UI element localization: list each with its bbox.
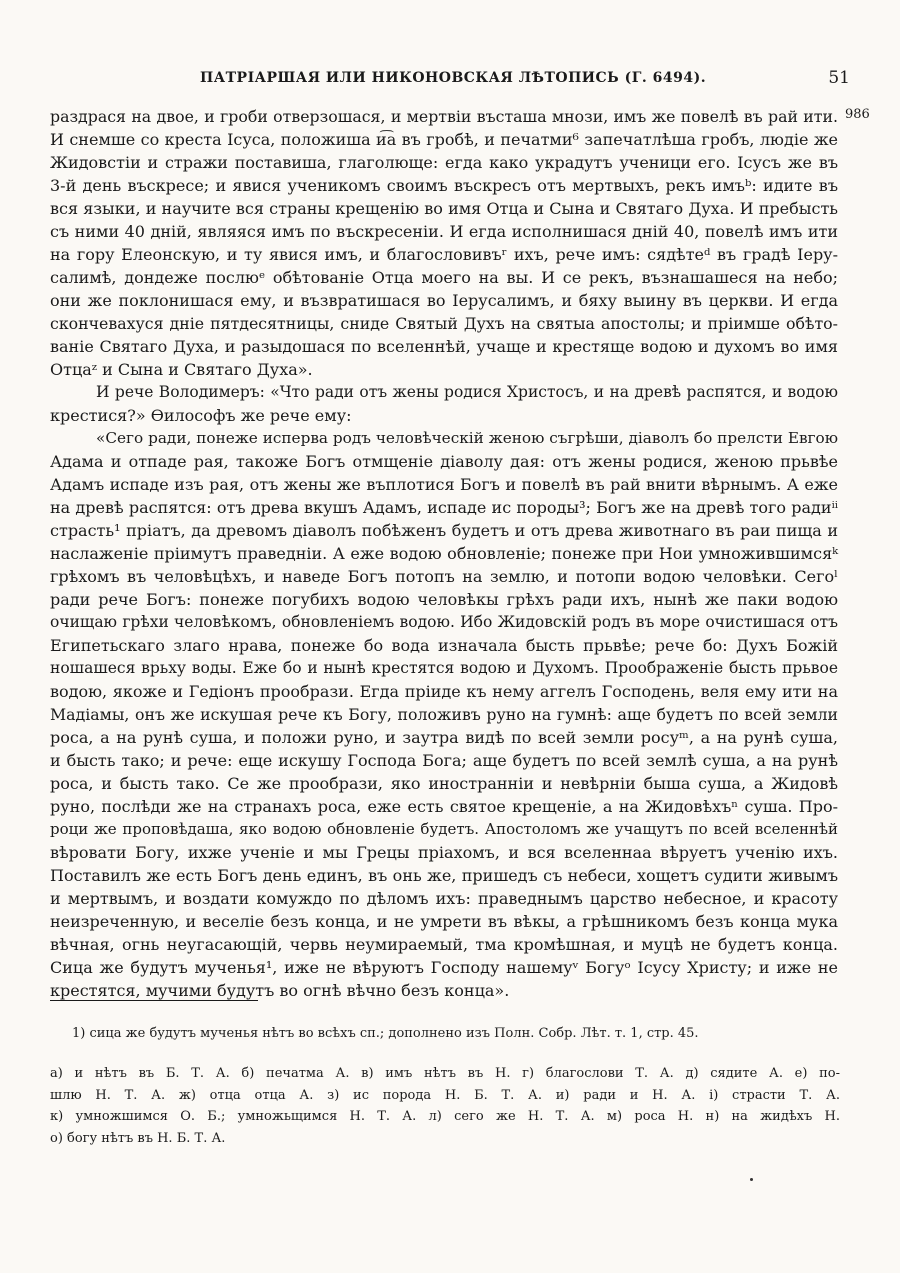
variant-line: а) и нѣтъ въ Б. Т. А. б) печатма А. в) имъ нѣтъ въ Н. г) благослови Т. А. д) сядите А. е) по- bbox=[50, 1066, 840, 1081]
text-line: ради рече Богъ: понеже погубихъ водою человѣкы грѣхъ ради ихъ, нынѣ же паки водою bbox=[50, 590, 838, 609]
text-line: 3-й день въскресе; и явися ученикомъ своимъ въскресъ отъ мертвыхъ, рекъ имъᵇ: идите въ bbox=[50, 176, 838, 195]
text-line: вѣровати Богу, ихже ученіе и мы Грецы пріахомъ, и вся вселеннаа вѣруетъ ученію ихъ. bbox=[50, 843, 838, 862]
text-line: крестятся, мучими будутъ во огнѣ вѣчно безъ конца». bbox=[50, 981, 510, 1000]
text-line: салимѣ, дондеже послюᵉ обѣтованіе Отца моего на вы. И се рекъ, възнашашеся на небо; bbox=[50, 268, 838, 287]
header-title: ПАТРІАРШАЯ ИЛИ НИКОНОВСКАЯ ЛѢТОПИСЬ (Г. 6494). bbox=[200, 70, 707, 86]
text-line: Отцаᶻ и Сына и Святаго Духа». bbox=[50, 360, 313, 379]
text-line: скончевахуся дніе пятдесятницы, сниде Святый Духъ на святыа апостолы; и пріимше обѣто- bbox=[50, 314, 838, 333]
text-line: вѣчная, огнь неугасающій, червь неумираемый, тма кромѣшная, и муцѣ не будетъ конца. bbox=[50, 935, 838, 954]
text-line: ваніе Святаго Духа, и разыдошася по вселеннѣй, учаще и крестяще водою и духомъ во имя bbox=[50, 337, 838, 356]
text-line: и мертвымъ, и воздати комуждо по дѣломъ ихъ: праведнымъ царство небесное, и красоту bbox=[50, 889, 838, 908]
variant-readings bbox=[50, 1063, 840, 1149]
text-line: И рече Володимеръ: «Что ради отъ жены родися Христосъ, и на древѣ распятся, и водою bbox=[96, 383, 838, 401]
page-mark-dot bbox=[750, 1178, 753, 1181]
text-line: на гору Елеонскую, и ту явися имъ, и благословивъʳ ихъ, рече имъ: сядѣтеᵈ въ градѣ Іеру- bbox=[50, 245, 838, 264]
text-line: водою, якоже и Гедіонъ прообрази. Егда пріиде къ нему аггелъ Господень, веля ему ити на bbox=[50, 682, 838, 701]
text-line: крестися?» Ѳилософъ же рече ему: bbox=[50, 406, 352, 425]
text-line: Жидовстіи и стражи поставиша, глаголюще: егда како украдутъ ученици его. Ісусъ же въ bbox=[50, 153, 838, 172]
text-line: Сица же будутъ мученья¹, иже не вѣруютъ Господу нашемуᵛ Богуᵒ Ісусу Христу; и иже не bbox=[50, 958, 838, 977]
text-line: на древѣ распятся: отъ древа вкушъ Адамъ, испаде ис породы³; Богъ же на древѣ того радиⁱⁱ bbox=[50, 498, 838, 517]
text-line: Поставилъ же есть Богъ день единъ, въ онь же, пришедъ съ небеси, хощетъ судити живымъ bbox=[50, 866, 838, 885]
text-line: вся языки, и научите вся страны крещенію во имя Отца и Сына и Святаго Духа. И пребысть bbox=[50, 199, 838, 218]
text-line: Адамъ испаде изъ рая, отъ жены же въплотися Богъ и повелѣ въ рай внити вѣрнымъ. А еже bbox=[50, 475, 838, 494]
footnote-divider bbox=[50, 1000, 258, 1001]
text-line: Мадіамы, онъ же искушая рече къ Богу, положивъ руно на гумнѣ: аще будетъ по всей земли bbox=[50, 705, 838, 724]
text-line: они же поклонишася ему, и възвратишася во Іерусалимъ, и бяху выину въ церкви. И егда bbox=[50, 291, 838, 310]
text-line: руно, послѣди же на странахъ роса, еже есть святое крещеніе, а на Жидовѣхъⁿ суша. Про- bbox=[50, 797, 838, 816]
text-line: и бысть тако; и рече: еще искушу Господа Бога; аще будетъ по всей землѣ суша, а на рунѣ bbox=[50, 751, 838, 770]
footnote: 1) сица же будутъ мученья нѣтъ во всѣхъ сп.; дополнено изъ Полн. Собр. Лѣт. т. 1, стр. 45. bbox=[72, 1026, 699, 1041]
text-line: ношашеся врьху воды. Еже бо и нынѣ крестятся водою и Духомъ. Проображеніе бысть прьвое bbox=[50, 659, 838, 677]
text-line: неизреченную, и веселіе безъ конца, и не умрети въ вѣкы, а грѣшникомъ безъ конца мука bbox=[50, 912, 838, 931]
main-text bbox=[50, 105, 838, 1002]
page-number: 51 bbox=[828, 68, 850, 88]
variant-line: к) умножшимся О. Б.; умножьщимся Н. Т. А. л) сего же Н. Т. А. м) роса Н. н) на жидѣхъ Н. bbox=[50, 1109, 840, 1124]
text-line: «Сего ради, понеже исперва родъ человѣческій женою съгрѣши, діаволъ бо прелсти Евгою bbox=[96, 429, 838, 447]
text-line: раздрася на двое, и гроби отверзошася, и мертвіи въсташа мнози, имъ же повелѣ въ рай ити. bbox=[50, 107, 838, 126]
text-line: съ ними 40 дній, являяся имъ по въскресеніи. И егда исполнишася дній 40, повелѣ имъ ити bbox=[50, 222, 838, 241]
text-line: Египетьскаго злаго нрава, понеже бо вода изначала бысть прьвѣе; рече бо: Духъ Божій bbox=[50, 636, 838, 655]
text-line: роци же проповѣдаша, яко водою обновленіе будетъ. Апостоломъ же учащутъ по всей вселеннѣй bbox=[50, 820, 838, 838]
variant-line: шлю Н. Т. А. ж) отца отца А. з) ис порода Н. Б. Т. А. и) ради и Н. А. і) страсти Т. А. bbox=[50, 1087, 840, 1103]
text-line: И снемше со креста Ісуса, положиша и͡а въ гробѣ, и печатми⁶ запечатлѣша гробъ, людіе же bbox=[50, 130, 838, 149]
text-line: роса, а на рунѣ суша, и положи руно, и заутра видѣ по всей земли росуᵐ, а на рунѣ суша, bbox=[50, 728, 838, 747]
running-header bbox=[50, 70, 850, 96]
text-line: наслаженіе пріимутъ праведніи. А еже водою обновленіе; понеже при Нои умножившимсяᵏ bbox=[50, 544, 838, 563]
text-line: роса, и бысть тако. Се же прообрази, яко иностранніи и невѣрніи быша суша, а Жидовѣ bbox=[50, 774, 838, 793]
variant-line: о) богу нѣтъ въ Н. Б. Т. А. bbox=[50, 1130, 226, 1146]
text-line: грѣхомъ въ человѣцѣхъ, и наведе Богъ потопъ на землю, и потопи водою человѣки. Сегоˡ bbox=[50, 567, 838, 586]
margin-year-note: 986 bbox=[845, 107, 870, 122]
text-line: Адама и отпаде рая, такоже Богъ отмщеніе діаволу дая: отъ жены родися, женою прьвѣе bbox=[50, 452, 838, 471]
text-line: страсть¹ пріатъ, да древомъ діаволъ побѣженъ будетъ и отъ древа животнаго въ раи пища и bbox=[50, 521, 838, 540]
text-line: очищаю грѣхи человѣкомъ, обновленіемъ водою. Ибо Жидовскій родъ въ море очистишася отъ bbox=[50, 613, 838, 631]
